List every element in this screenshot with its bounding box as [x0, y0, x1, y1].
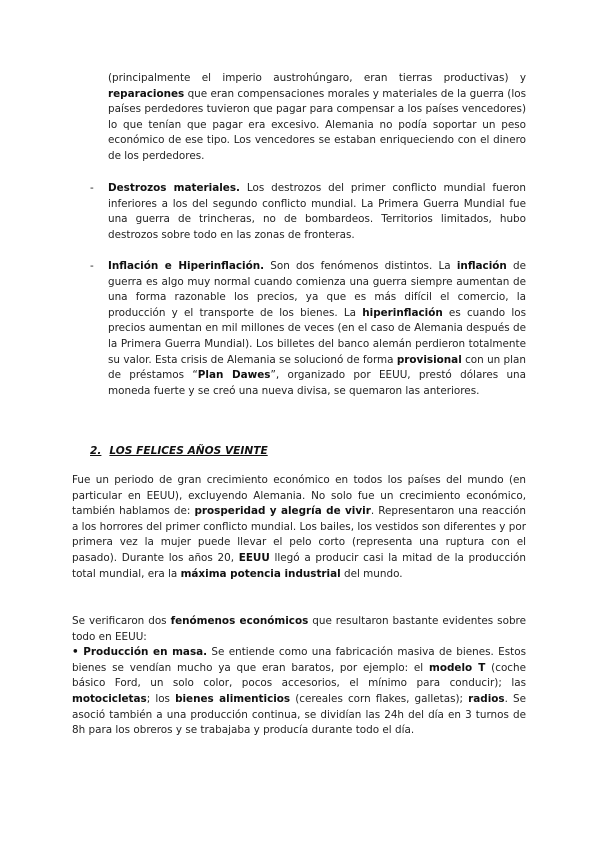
bold-term: Inflación e Hiperinflación.: [108, 260, 265, 272]
paragraph-reparaciones: [108, 71, 526, 165]
bold-term: máxima potencia industrial: [180, 567, 341, 580]
text-run: (principalmente el imperio austrohúngaro, eran tierras productivas) y: [108, 72, 526, 84]
text-run: (cereales corn flakes, galletas);: [290, 692, 469, 705]
text-run: . Se asoció también a una producción continua, se dividían las 24h del día en 3 turnos de 8h para los obreros y se trabajaba y producía durante todo el día.: [72, 692, 526, 737]
bullet-dash: -: [90, 182, 94, 194]
section-title: LOS FELICES AÑOS VEINTE: [109, 445, 268, 457]
bold-term: prosperidad y alegría de vivir: [194, 505, 371, 518]
bold-term: • Producción en masa.: [72, 646, 208, 659]
text-run: Fue un periodo de gran crecimiento económico en todos los países del mundo (en particular en EEUU), excluyendo Alemania. No solo fue un crecimiento económico, también hablamos de:: [72, 474, 526, 518]
text-run: (coche básico Ford, un solo color, pocos accesorios, el mínimo para conducir); las: [72, 661, 526, 690]
paragraph-text: [108, 181, 526, 243]
text-run: llegó a producir casi la mitad de la producción total mundial, era la: [72, 551, 526, 580]
bold-term: modelo T: [429, 661, 486, 674]
section-number: 2.: [90, 445, 102, 457]
text-run: Los destrozos del primer conflicto mundial fueron inferiores a los del segundo conflicto mundial. La Primera Guerra Mundial fue una guerra de trincheras, no de bombardeos. Territorios limitados, hubo destrozos sobre todo en las zonas de fronteras.: [108, 182, 526, 241]
paragraph-text: [72, 614, 526, 739]
text-run: Se verificaron dos: [72, 615, 171, 627]
bold-term: inflación: [456, 260, 507, 272]
bold-term: reparaciones: [108, 87, 185, 100]
text-run: que resultaron bastante evidentes sobre todo en EEUU:: [72, 615, 526, 643]
text-run: con un plan de préstamos “: [108, 353, 526, 382]
text-run: Se entiende como una fabricación masiva de bienes. Estos bienes se vendían mucho ya que eran baratos, por ejemplo: el: [72, 646, 526, 674]
bullet-dash: -: [90, 260, 94, 272]
bold-term: fenómenos económicos: [170, 615, 309, 627]
text-run: de guerra es algo muy normal cuando comienza una guerra siempre aumentan de una forma razonable los precios, ya que es más difícil el comercio, la producción y el transporte de los bienes. La: [108, 260, 526, 319]
bold-term: Plan Dawes: [197, 369, 271, 382]
bold-term: provisional: [396, 353, 462, 366]
paragraph-text: [108, 259, 526, 399]
text-run: ; los: [146, 692, 176, 705]
paragraph-text: [108, 71, 526, 165]
bullet-destrozos: [108, 181, 526, 243]
text-run: es cuando los precios aumentan en mil millones de veces (en el caso de Alemania después de la Primera Guerra Mundial). Los billetes del banco alemán perdieron totalmente su valor. Esta crisis de Alemania se solucionó de forma: [108, 306, 526, 366]
bold-term: radios: [468, 692, 505, 705]
paragraph-fenomenos: [72, 614, 526, 739]
text-run: . Representaron una reacción a los horrores del primer conflicto mundial. Los bailes, los vestidos son diferentes y por primera vez la mujer puede llevar el pelo corto (representa una ruptura con el pasado). Durante los años 20,: [72, 505, 526, 564]
bold-term: hiperinflación: [362, 306, 443, 319]
paragraph-felices: [72, 473, 526, 582]
bullet-inflacion: [108, 259, 526, 399]
bold-term: EEUU: [238, 551, 270, 564]
bold-term: Destrozos materiales.: [108, 182, 240, 194]
bold-term: motocicletas: [72, 692, 147, 705]
text-run: del mundo.: [340, 567, 403, 580]
bold-term: bienes alimenticios: [175, 692, 291, 705]
paragraph-text: [72, 473, 526, 582]
section-heading: [90, 444, 268, 460]
text-run: Son dos fenómenos distintos. La: [264, 260, 457, 272]
text-run: que eran compensaciones morales y materiales de la guerra (los países perdedores tuvieron que pagar para compensar a los países vencedores) lo que tenían que pagar era excesivo. Alemania no podía soportar un peso económico de ese tipo. Los vencedores se estaban enriqueciendo con el dinero de los perdedores.: [108, 87, 526, 162]
text-run: ”, organizado por EEUU, prestó dólares una moneda fuerte y se creó una nueva divisa, se quemaron las anteriores.: [108, 369, 527, 397]
